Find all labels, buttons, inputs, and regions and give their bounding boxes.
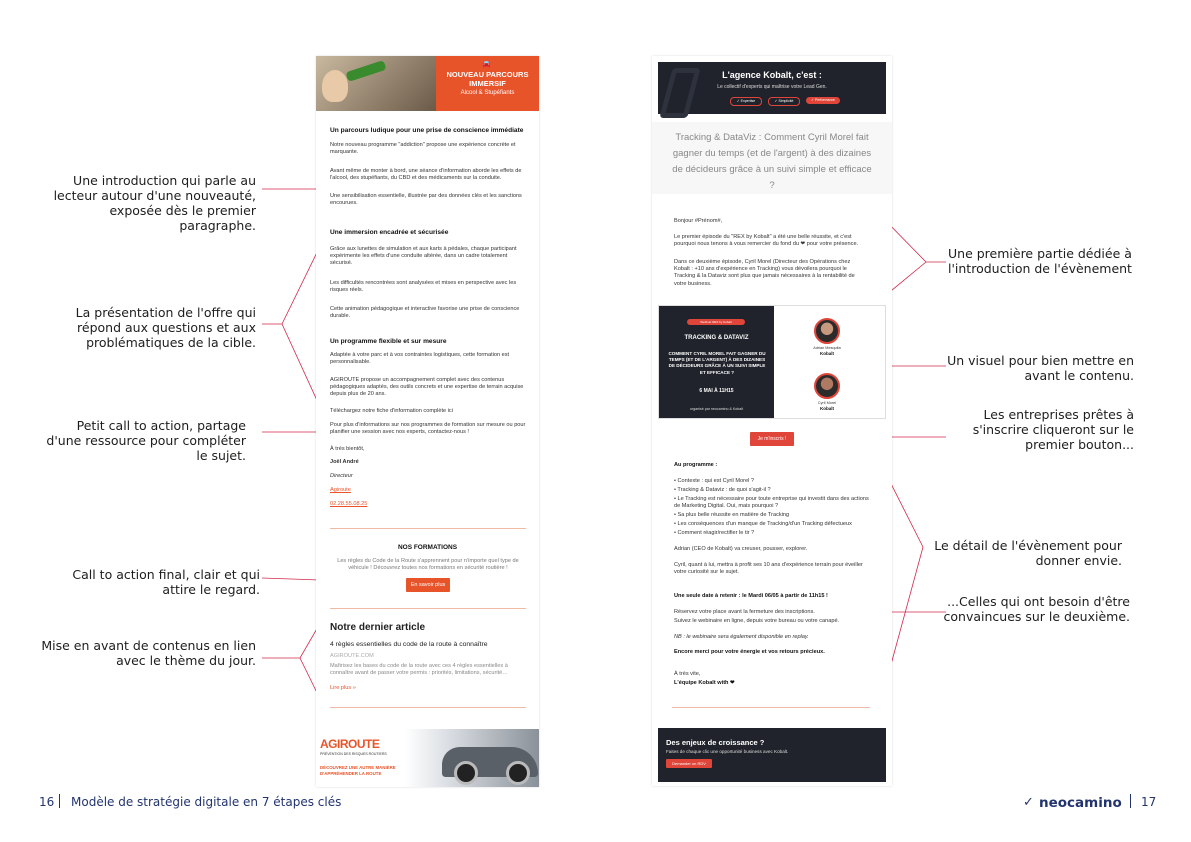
section1-title: Un parcours ludique pour une prise de conscience immédiate xyxy=(330,127,524,134)
visual-organizer: organisé par neocamino & Kobalt xyxy=(689,407,744,411)
speaker1-company: Kobalt xyxy=(820,351,834,356)
download-link[interactable]: Téléchargez notre fiche d'information complète ici xyxy=(330,408,453,414)
pill-performance: ✓ Performance xyxy=(806,97,840,104)
signature-phone-link[interactable]: 02.28.55.08.25 xyxy=(330,501,368,507)
divider xyxy=(330,528,526,529)
signature-name: Joël André xyxy=(330,459,359,465)
speaker2-avatar xyxy=(814,373,840,399)
thanks-line: Encore merci pour votre énergie et vos retours précieux. xyxy=(674,649,825,655)
agiroute-banner[interactable] xyxy=(316,729,539,787)
program-item: • Comment réagir/rectifier le tir ? xyxy=(674,530,755,536)
rdv-button[interactable]: Demander un RDV xyxy=(666,759,712,768)
wheel-shape xyxy=(506,761,530,785)
divider xyxy=(330,608,526,609)
cyril-line: Cyril, quant à lui, mettra à profit ses 10 ans d'expérience terrain pour éveiller votre curiosité sur le sujet. xyxy=(674,562,863,576)
kobalt-footer-banner xyxy=(658,728,886,782)
hero-photo xyxy=(316,56,436,111)
section2-p2: Les difficultés rencontrées sont analysées et mises en perspective avec les risques réels. xyxy=(330,280,517,294)
annotation-final-cta: Call to action final, clair et qui attire le regard. xyxy=(72,567,260,597)
newsletter-title: Tracking & DataViz : Comment Cyril Morel fait gagner du temps (et de l'argent) à des dizaines de décideurs grâce à un suivi simple et efficace ? xyxy=(672,132,872,191)
annotation-first-button: Les entreprises prêtes à s'inscrire cliqueront sur le premier bouton... xyxy=(972,407,1134,452)
speaker1-avatar xyxy=(814,318,840,344)
footer-separator xyxy=(59,794,60,808)
speaker2-company: Kobalt xyxy=(820,406,834,411)
section1-p2: Avant même de monter à bord, une séance d'information aborde les effets de l'alcool, des stupéfiants, du CBD et des médicaments sur la conduite. xyxy=(330,168,522,182)
formations-title: NOS FORMATIONS xyxy=(397,544,458,551)
footer-banner-title: Des enjeux de croissance ? xyxy=(666,738,765,747)
divider xyxy=(672,707,870,708)
section3-p3: Pour plus d'informations sur nos programmes de formation sur mesure ou pour planifier une session avec nos experts, contactez-nous ! xyxy=(330,422,526,436)
annotation-second-button: ...Celles qui ont besoin d'être convaincues sur le deuxième. xyxy=(943,594,1130,624)
article-source: AGIROUTE.COM xyxy=(330,653,374,659)
agiroute-logo: AGIROUTE xyxy=(320,737,380,751)
speaker2-name: Cyril Morel xyxy=(817,401,837,405)
intro-p2: Dans ce deuxième épisode, Cyril Morel (Directeur des Opérations chez Kobalt : +10 ans d'expérience en Tracking) vous dévoilera pourquoi le Tracking & la Dataviz sont plus que jamais nécessaires à la rentabilité de votre business. xyxy=(674,259,855,287)
page-number-left: 16 xyxy=(39,795,55,809)
article-title[interactable]: 4 règles essentielles du code de la route à connaître xyxy=(330,641,488,648)
greeting: Bonjour #Prénom#, xyxy=(674,218,723,224)
adrian-line: Adrian (CEO de Kobalt) va creuser, pousser, explorer. xyxy=(674,546,808,552)
face-shape xyxy=(322,70,348,102)
visual-title: TRACKING & DATAVIZ xyxy=(684,335,749,341)
document-title: Modèle de stratégie digitale en 7 étapes clés xyxy=(71,795,342,809)
annotation-offer: La présentation de l'offre qui répond aux questions et aux problématiques de la cible. xyxy=(75,305,256,350)
hero-banner xyxy=(436,56,539,111)
article-section-title: Notre dernier article xyxy=(330,622,426,633)
banner-line1: DÉCOUVREZ UNE AUTRE MANIÈRE xyxy=(320,765,396,770)
bottle-shape xyxy=(345,60,386,82)
section1-p1: Notre nouveau programme "addiction" propose une expérience concrète et marquante. xyxy=(330,142,516,156)
pill-expertise: ✓ Expertise xyxy=(730,97,762,106)
team-signature: L'équipe Kobalt with ❤ xyxy=(674,680,735,686)
visual-text: COMMENT CYRIL MOREL FAIT GAGNER DU TEMPS (ET DE L'ARGENT) À DES DIZAINES DE DÉCIDEURS GRÂCE À UN SUIVI SIMPLE ET EFFICACE ? xyxy=(668,351,766,375)
nb-line: NB : le webinaire sera également disponible en replay. xyxy=(674,634,809,640)
signoff: À très bientôt, xyxy=(330,446,365,452)
section2-title: Une immersion encadrée et sécurisée xyxy=(330,229,449,236)
program-item: • Contexte : qui est Cyril Morel ? xyxy=(674,478,754,484)
article-excerpt: Maîtrisez les bases du code de la route avec ces 4 règles essentielles à connaître avant de passer votre permis : priorités, limitations, sécurité… xyxy=(330,663,508,677)
kobalt-header xyxy=(658,62,886,114)
visual-badge: Webinar REX by Kobalt xyxy=(687,319,745,325)
section3-title: Un programme flexible et sur mesure xyxy=(330,338,447,345)
banner-line2: D'APPRÉHENDER LA ROUTE xyxy=(320,771,382,776)
neocamino-logo-icon: ✓ xyxy=(1023,794,1034,809)
newsletter-agiroute xyxy=(316,56,539,787)
annotation-event-intro: Une première partie dédiée à l'introduction de l'évènement xyxy=(948,246,1132,276)
visual-date: 6 MAI À 11H15 xyxy=(699,388,734,394)
section2-p3: Cette animation pédagogique et interactive favorise une prise de conscience durable. xyxy=(330,306,520,320)
brand-name: neocamino xyxy=(1039,795,1122,811)
footer-separator xyxy=(1130,794,1131,808)
pill-simplicite: ✓ Simplicité xyxy=(768,97,800,106)
newsletter-kobalt xyxy=(652,56,892,786)
annotation-event-detail: Le détail de l'évènement pour donner envie. xyxy=(934,538,1122,568)
program-item: • Les conséquences d'un manque de Tracking/d'un Tracking défectueux xyxy=(674,521,852,527)
section1-p3: Une sensibilisation essentielle, illustrée par des données clés et les sanctions encourues. xyxy=(330,193,522,207)
footer-banner-subtitle: Faites de chaque clic une opportunité business avec Kobalt. xyxy=(666,749,789,754)
webinar-visual xyxy=(658,305,886,419)
section3-p1: Adaptée à votre parc et à vos contraintes logistiques, cette formation est personnalisable. xyxy=(330,352,510,366)
program-item: • Tracking & Dataviz : de quoi s'agit-il ? xyxy=(674,487,771,493)
program-title: Au programme : xyxy=(674,462,718,468)
signature-company-link[interactable]: Agiroute xyxy=(330,487,351,493)
visual-dark-panel xyxy=(659,306,774,418)
article-read-more[interactable]: Lire plus » xyxy=(330,685,356,691)
speaker1-name: Adrian Mesquita xyxy=(813,346,841,350)
program-item: • Le Tracking est nécessaire pour toute entreprise qui investit dans des actions de Marketing Digital. Oui, mais pourquoi ? xyxy=(674,496,869,510)
intro-p1: Le premier épisode du "REX by Kobalt" a été une belle réussite, et c'est pourquoi nous tenons à vous remercier du fond du ❤ pour votre présence. xyxy=(674,234,859,248)
section3-p2: AGIROUTE propose un accompagnement complet avec des contenus pédagogiques adaptés, des outils concrets et une expertise de terrain acquise depuis plus de 20 ans. xyxy=(330,377,524,398)
annotation-intro: Une introduction qui parle au lecteur autour d'une nouveauté, exposée dès le premier paragraphe. xyxy=(53,173,256,233)
car-icon: 🚘 xyxy=(482,61,491,68)
page-number-right: 17 xyxy=(1141,795,1157,809)
divider xyxy=(330,707,526,708)
wheel-shape xyxy=(454,761,478,785)
signature-role: Directeur xyxy=(330,473,353,479)
annotation-visual: Un visuel pour bien mettre en avant le contenu. xyxy=(947,353,1134,383)
header-subtitle: Le collectif d'experts qui maîtrise votre Lead Gen. xyxy=(717,84,827,90)
formations-button[interactable]: En savoir plus xyxy=(406,578,450,592)
hero-title: NOUVEAU PARCOURS IMMERSIF xyxy=(446,70,529,88)
formations-text: Les règles du Code de la Route s'apprennent pour n'importe quel type de véhicule ! Découvrez toutes nos formations en sécurité routière ! xyxy=(337,558,519,572)
agiroute-tagline: PRÉVENTION DES RISQUES ROUTIERS xyxy=(320,752,387,756)
annotation-small-cta: Petit call to action, partage d'une ressource pour compléter le sujet. xyxy=(46,418,246,463)
program-item: • Sa plus belle réussite en matière de Tracking xyxy=(674,512,790,518)
register-button[interactable]: Je m'inscris ! xyxy=(750,432,794,446)
date-line: Une seule date à retenir : le Mardi 06/05 à partir de 11h15 ! xyxy=(674,593,828,599)
follow-line: Suivez le webinaire en ligne, depuis votre bureau ou votre canapé. xyxy=(674,618,840,624)
reserve-link[interactable]: Réservez votre place avant la fermeture des inscriptions. xyxy=(674,609,815,615)
annotation-related-content: Mise en avant de contenus en lien avec le thème du jour. xyxy=(41,638,256,668)
signoff: À très vite, xyxy=(674,671,701,677)
section2-p1: Grâce aux lunettes de simulation et aux karts à pédales, chaque participant expérimente les effets d'une conduite altérée, dans un cadre totalement sécurisé. xyxy=(330,246,517,267)
header-title: L'agence Kobalt, c'est : xyxy=(722,70,822,80)
hero-subtitle: Alcool & Stupéfiants xyxy=(460,90,515,96)
